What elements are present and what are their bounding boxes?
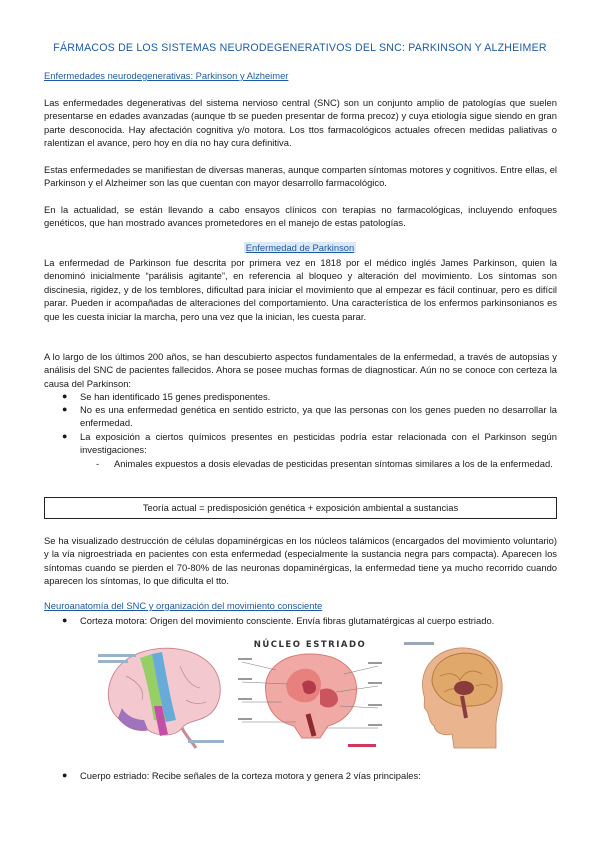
motor-cortex-brain-figure <box>96 636 230 752</box>
bullet-icon: ● <box>62 615 68 625</box>
head-brain-figure <box>400 636 510 752</box>
striatum-section-figure <box>236 636 384 754</box>
paragraph-intro-3: En la actualidad, se están llevando a cabo ensayos clínicos con terapias no farmacológicas, incluyendo enfoques genéticos, que han mostrado avances prometedores en el manejo de estas patologías. <box>44 204 557 229</box>
list-item: ● Se han identificado 15 genes predisponentes. <box>62 391 271 402</box>
figure-title: NÚCLEO ESTRIADO <box>253 640 367 650</box>
theory-box: Teoría actual = predisposición genética + exposición ambiental a sustancias <box>44 497 557 519</box>
heading-parkinson-text: Enfermedad de Parkinson <box>245 242 355 253</box>
bullet-icon: ● <box>62 391 68 401</box>
list-item: ● Cuerpo estriado: Recibe señales de la corteza motora y genera 2 vías principales: <box>62 770 421 781</box>
heading-neuroanatomy: Neuroanatomía del SNC y organización del movimiento consciente <box>44 600 323 611</box>
list-item: ● No es una enfermedad genética en sentido estricto, ya que las personas con los genes pueden no desarrollar la enfermedad. <box>62 404 557 429</box>
paragraph-intro-2: Estas enfermedades se manifiestan de diversas maneras, aunque comparten síntomas motores y cognitivos. Entre ellas, el Parkinson y el Alzheimer son las que cuentan con mayor desarrollo farmacológico. <box>44 164 557 189</box>
bullet-icon: ● <box>62 431 68 441</box>
paragraph-parkinson-2: A lo largo de los últimos 200 años, se han descubierto aspectos fundamentales de la enfermedad, a través de autopsias y análisis del SNC de pacientes fallecidos. Ahora se posee muchas formas de diagnosticar. Aún no se conoce con certeza la causa del Parkinson: <box>44 351 557 389</box>
bullet-icon: ● <box>62 770 68 780</box>
paragraph-intro-1: Las enfermedades degenerativas del sistema nervioso central (SNC) son un conjunto amplio de patologías que suelen presentarse en edades avanzadas (aunque tb se pueden presentar de forma precoz) y cuya etiología sigue siendo en gran parte desconocida. Hay afectación cognitiva y/o motora. Los ttos farmacológicos actuales ofrecen medidas paliativas o ralentizan el avance, pero hoy en día no hay cura definitiva. <box>44 97 557 149</box>
document-title: FÁRMACOS DE LOS SISTEMAS NEURODEGENERATIVOS DEL SNC: PARKINSON Y ALZHEIMER <box>53 42 547 54</box>
bullet-icon: ● <box>62 404 68 414</box>
list-item: ● Corteza motora: Origen del movimiento consciente. Envía fibras glutamatérgicas al cuerpo estriado. <box>62 615 495 626</box>
heading-neurodegenerative: Enfermedades neurodegenerativas: Parkinson y Alzheimer <box>44 70 289 81</box>
dash-icon: - <box>96 458 100 469</box>
list-item: ● La exposición a ciertos químicos presentes en pesticidas podría estar relacionada con el Parkinson según investigaciones: <box>62 431 557 456</box>
figures-row <box>0 636 600 756</box>
sub-list-item: - Animales expuestos a dosis elevadas de pesticidas presentan síntomas similares a los de la enfermedad. <box>96 458 553 469</box>
paragraph-parkinson-1: La enfermedad de Parkinson fue descrita por primera vez en 1818 por el médico inglés James Parkinson, quien la denominó inicialmente “parálisis agitante”, en referencia al bloqueo y alteración del movimiento. Los síntomas son discinesia, rigidez, y de los temblores, dificultad para iniciar el movimiento que al empezar es fácil continuar, pero es difícil parar. Pueden ir acompañadas de alteraciones del comportamiento. Una característica de los enfermos parkinsonianos es que les cuesta iniciar la marcha, pero una vez que la inician, les cuesta parar. <box>44 257 557 322</box>
paragraph-parkinson-3: Se ha visualizado destrucción de células dopaminérgicas en los núcleos talámicos (encargados del movimiento voluntario) y la vía nigroestriada en pacientes con esta enfermedad (especialmente la sustancia negra pars compacta). Aparecen los síntomas cuando se pierden el 70-80% de las neuronas dopaminérgicas, la enfermedad tiene ya mucho recorrido cuando aparecen los síntomas, lo que dificulta el tto. <box>44 535 557 587</box>
heading-parkinson <box>0 242 600 253</box>
